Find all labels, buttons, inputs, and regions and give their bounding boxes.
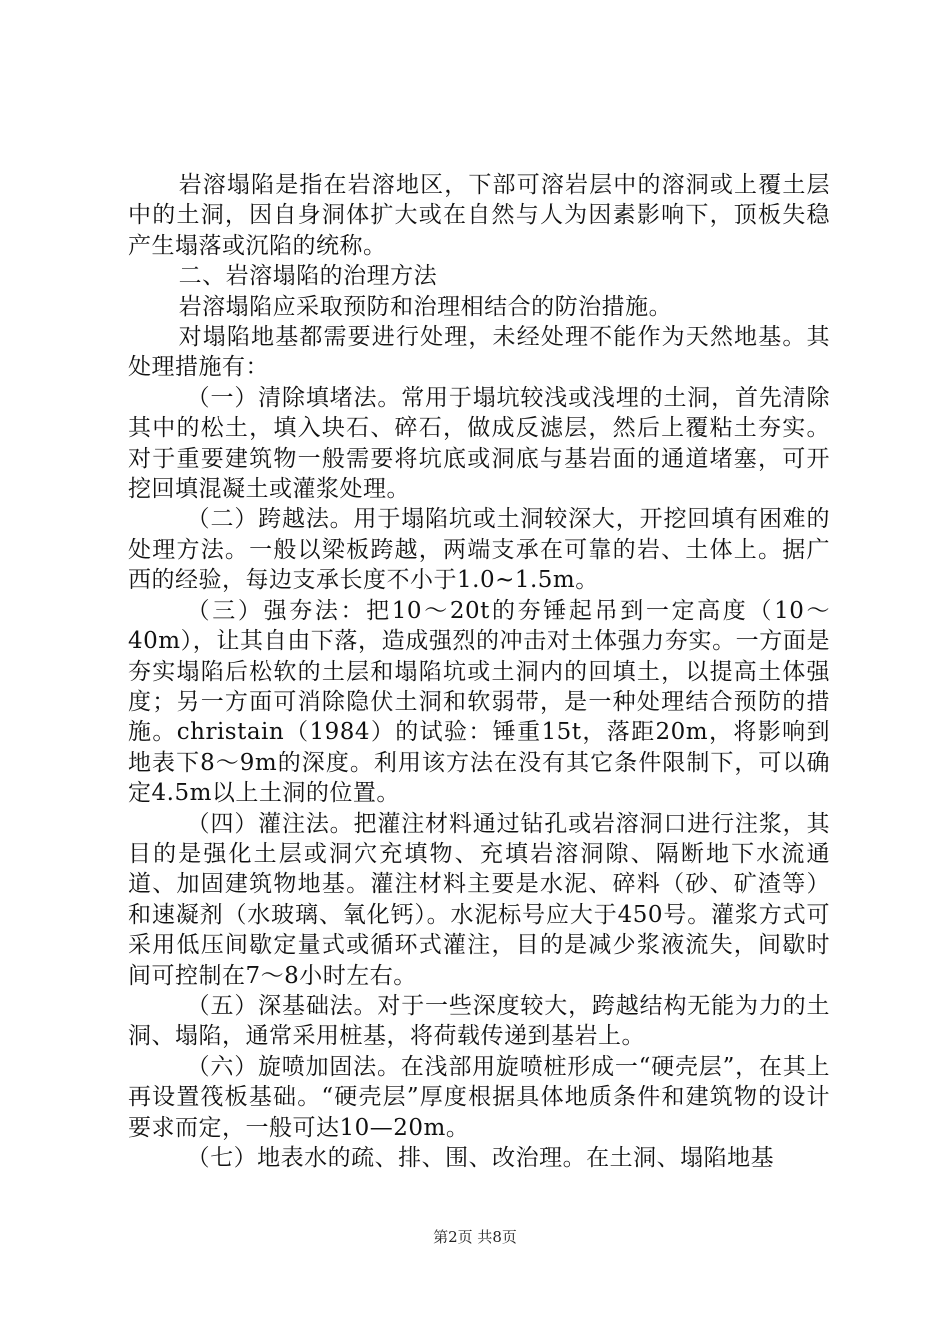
paragraph-principle: 岩溶塌陷应采取预防和治理相结合的防治措施。 (178, 293, 673, 320)
page-number-footer: 第2页 共8页 (433, 1228, 517, 1246)
paragraph-definition: 岩溶塌陷是指在岩溶地区，下部可溶岩层中的溶洞或上覆土层中的土洞，因自身洞体扩大或在自然与人为因素影响下，顶板失稳产生塌落或沉陷的统称。 (128, 172, 830, 259)
paragraph-method-6: （六）旋喷加固法。在浅部用旋喷桩形成一“硬壳层”，在其上再设置筏板基础。“硬壳层”厚度根据具体地质条件和建筑物的设计要求而定，一般可达10—20m。 (128, 1053, 830, 1141)
paragraph-method-2: （二）跨越法。用于塌陷坑或土洞较深大，开挖回填有困难的处理方法。一般以梁板跨越，两端支承在可靠的岩、土体上。据广西的经验，每边支承长度不小于1.0~1.5m。 (128, 506, 830, 594)
paragraph-method-7: （七）地表水的疏、排、围、改治理。在土洞、塌陷地基 (186, 1145, 775, 1171)
paragraph-method-1: （一）清除填堵法。常用于塌坑较浅或浅埋的土洞，首先清除其中的松土，填入块石、碎石，做成反滤层，然后上覆粘土夯实。对于重要建筑物一般需要将坑底或洞底与基岩面的通道堵塞，可开挖回填混凝土或灌浆处理。 (128, 384, 830, 503)
paragraph-intro: 对塌陷地基都需要进行处理，未经处理不能作为天然地基。其处理措施有： (128, 324, 830, 381)
paragraph-method-3: （三）强夯法：把10～20t的夯锤起吊到一定高度（10～40m），让其自由下落，造成强烈的冲击对土体强力夯实。一方面是夯实塌陷后松软的土层和塌陷坑或土洞内的回填土，以提高土体强度；另一方面可消除隐伏土洞和软弱带，是一种处理结合预防的措施。christain（1984）的试验：锤重15t，落距20m，将影响到地表下8～9m的深度。利用该方法在没有其它条件限制下，可以确定4.5m以上土洞的位置。 (128, 597, 830, 807)
paragraph-method-4: （四）灌注法。把灌注材料通过钻孔或岩溶洞口进行注浆，其目的是强化土层或洞穴充填物、充填岩溶洞隙、隔断地下水流通道、加固建筑物地基。灌注材料主要是水泥、碎料（砂、矿渣等）和速凝剂（水玻璃、氧化钙）。水泥标号应大于450号。灌浆方式可采用低压间歇定量式或循环式灌注，目的是减少浆液流失，间歇时间可控制在7～8小时左右。 (128, 810, 830, 989)
body-text (128, 170, 830, 1173)
section-heading: 二、岩溶塌陷的治理方法 (178, 263, 438, 290)
paragraph-method-5: （五）深基础法。对于一些深度较大，跨越结构无能为力的土洞、塌陷，通常采用桩基，将荷载传递到基岩上。 (128, 992, 830, 1050)
